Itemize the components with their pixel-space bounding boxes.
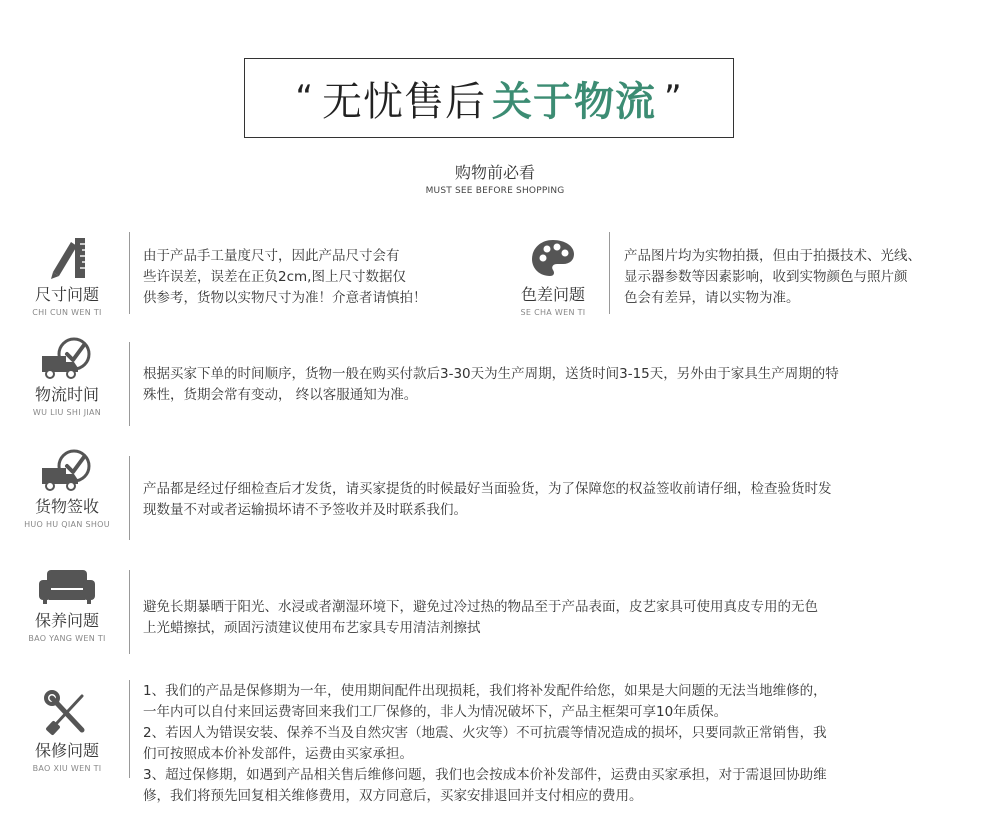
title-box (244, 58, 734, 138)
page-title (287, 70, 690, 127)
logistics-divider (129, 342, 130, 426)
care-divider (129, 570, 130, 654)
color-line: 产品图片均为实物拍摄，但由于拍摄技术、光线、 (624, 248, 921, 264)
care-label: 保养问题 (34, 611, 99, 630)
logistics-label-en: WU LIU SHI JIAN (32, 408, 102, 417)
size-label: 尺寸问题 (34, 285, 99, 304)
care-line: 避免长期暴晒于阳光、水浸或者潮湿环境下，避免过冷过热的物品至于产品表面，皮艺家具可使用真皮专用的无色 (143, 599, 818, 615)
logistics-line: 根据买家下单的时间顺序，货物一般在购买付款后3-30天为生产周期，送货时间3-15天，另外由于家具生产周期的特 (143, 366, 839, 382)
quote-open: “ (295, 77, 314, 118)
receipt-description (143, 479, 983, 521)
size-label-en: CHI CUN WEN TI (32, 308, 102, 317)
color-divider (609, 232, 610, 314)
repair-line: 修，我们将预先回复相关维修费用，双方同意后，买家安排退回并支付相应的费用。 (143, 788, 643, 804)
receipt-section-icon-cell (12, 448, 122, 529)
repair-label: 保修问题 (34, 741, 99, 760)
wrench-screwdriver-icon (42, 690, 92, 736)
repair-label-en: BAO XIU WEN TI (32, 764, 102, 773)
size-description (143, 246, 503, 309)
color-label: 色差问题 (520, 285, 585, 304)
color-line: 显示器参数等因素影响，收到实物颜色与照片颜 (624, 269, 908, 285)
care-section-icon-cell (12, 566, 122, 643)
care-line: 上光蜡擦拭，顽固污渍建议使用布艺家具专用清洁剂擦拭 (143, 620, 481, 636)
quote-close: ” (664, 77, 683, 118)
palette-icon (528, 236, 578, 280)
repair-line: 2、若因人为错误安装、保养不当及自然灾害（地震、火灾等）不可抗震等情况造成的损坏，只要同款正常销售，我 (143, 725, 827, 741)
color-label-en: SE CHA WEN TI (520, 308, 586, 317)
pencil-ruler-icon (37, 236, 97, 280)
receipt-divider (129, 456, 130, 540)
size-line: 由于产品手工量度尺寸，因此产品尺寸会有 (143, 248, 400, 264)
truck-check-icon (38, 336, 96, 380)
color-description (624, 246, 984, 309)
title-highlight: 关于物流 (492, 78, 656, 125)
color-section-icon-cell (498, 236, 608, 317)
truck-check-icon (38, 448, 96, 492)
receipt-label: 货物签收 (34, 497, 99, 516)
repair-line: 一年内可以自付来回运费寄回来我们工厂保修的，非人为情况破坏下，产品主框架可享10年质保。 (143, 704, 728, 720)
title-main: 无忧售后 (322, 78, 486, 125)
size-line: 些许误差，误差在正负2cm,图上尺寸数据仅 (143, 269, 406, 285)
sofa-icon (35, 566, 99, 606)
logistics-description (143, 364, 983, 406)
logistics-line: 殊性，货期会常有变动， 终以客服通知为准。 (143, 387, 418, 403)
repair-description (143, 681, 983, 807)
color-line: 色会有差异，请以实物为准。 (624, 290, 800, 306)
subtitle-en: MUST SEE BEFORE SHOPPING (425, 186, 565, 196)
size-divider (129, 232, 130, 314)
size-section-icon-cell (12, 236, 122, 317)
receipt-line: 产品都是经过仔细检查后才发货，请买家提货的时候最好当面验货，为了保障您的权益签收前请仔细，检查验货时发 (143, 481, 832, 497)
receipt-line: 现数量不对或者运输损坏请不予签收并及时联系我们。 (143, 502, 467, 518)
repair-line: 们可按照成本价补发部件，运费由买家承担。 (143, 746, 413, 762)
care-description (143, 597, 983, 639)
repair-divider (129, 680, 130, 778)
logistics-section-icon-cell (12, 336, 122, 417)
repair-section-icon-cell (12, 690, 122, 773)
care-label-en: BAO YANG WEN TI (28, 634, 106, 643)
logistics-label: 物流时间 (34, 385, 99, 404)
repair-line: 1、我们的产品是保修期为一年，使用期间配件出现损耗，我们将补发配件给您，如果是大问题的无法当地维修的， (143, 683, 827, 699)
receipt-label-en: HUO HU QIAN SHOU (24, 520, 110, 529)
repair-line: 3、超过保修期，如遇到产品相关售后维修问题，我们也会按成本价补发部件，运费由买家承担，对于需退回协助维 (143, 767, 827, 783)
subtitle: 购物前必看 (454, 163, 535, 182)
size-line: 供参考，货物以实物尺寸为准！介意者请慎拍！ (143, 290, 427, 306)
